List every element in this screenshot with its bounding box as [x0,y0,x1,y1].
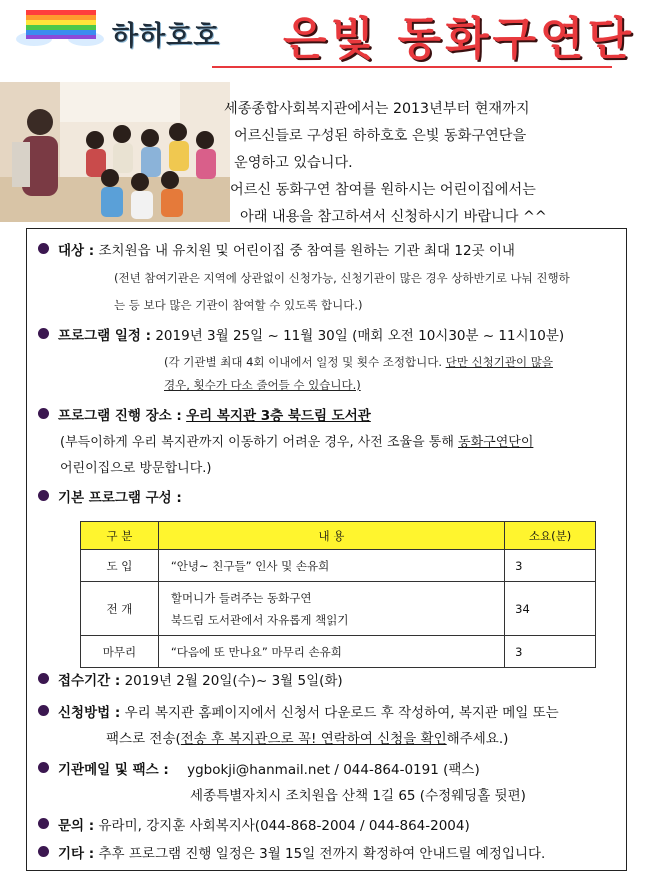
table-cell [158,582,504,636]
table-row [81,582,596,636]
table-row [81,550,596,582]
venue-note-text: (부득이하게 우리 복지관까지 이동하기 어려운 경우, 사전 조율을 통해 [60,435,459,450]
schedule-note [164,354,553,370]
venue-note [60,431,533,450]
table-header: 구 분 [81,522,159,550]
title-underline [212,66,612,68]
etc-row [58,842,545,862]
target-label: 대상 : [58,243,95,259]
method-label: 신청방법 : [58,705,121,721]
etc-text: 추후 프로그램 진행 일정은 3월 15일 전까지 확정하여 안내드릴 예정입니다. [98,846,546,862]
rainbow-icon [14,6,106,46]
contact-address: 세종특별자치시 조치원읍 산책 1길 65 (수정웨딩홀 뒷편) [190,788,526,804]
intro-line: 운영하고 있습니다. [234,155,353,171]
intro-line: 아래 내용을 참고하셔서 신청하시기 바랍니다 ^^ [240,209,547,225]
table-cell: 3 [505,550,596,582]
target-note: 는 등 보다 많은 기관이 참여할 수 있도록 합니다.) [114,298,363,312]
contact-text: ygbokji@hanmail.net / 044-864-0191 (팩스) [187,762,480,778]
table-cell: 3 [505,636,596,668]
bullet-icon [38,762,49,773]
table-header: 소요(분) [505,522,596,550]
composition-label: 기본 프로그램 구성 : [58,490,182,506]
method-text: 우리 복지관 홈페이지에서 신청서 다운로드 후 작성하여, 복지관 메일 또는 [124,705,559,721]
schedule-row [58,324,564,344]
intro-line: 어르신 동화구연 참여를 원하시는 어린이집에서는 [230,182,536,198]
bullet-icon [38,243,49,254]
table-cell: “다음에 또 만나요” 마무리 손유희 [158,636,504,668]
bullet-icon [38,818,49,829]
inquiry-text: 유라미, 강지훈 사회복지사(044-868-2004 / 044-864-2004) [98,818,470,834]
target-row [58,239,515,259]
storytelling-photo [0,82,230,222]
inquiry-label: 문의 : [58,818,95,834]
bullet-icon [38,408,49,419]
method-note-underlined: 전송 후 복지관으로 꼭! 연락하여 신청을 확인 [180,731,447,747]
bullet-icon [38,846,49,857]
intro-line: 세종종합사회복지관에서는 2013년부터 현재까지 [224,101,530,117]
brand-name: 하하호호 [112,21,221,52]
venue-note: 어린이집으로 방문합니다.) [60,461,212,476]
venue-note-underlined: 동화구연단이 [458,435,534,450]
contact-label: 기관메일 및 팩스 : [58,762,169,778]
method-note-text: 해주세요.) [446,731,509,747]
program-table [80,521,596,668]
schedule-text: 2019년 3월 25일 ~ 11월 30일 (매회 오전 10시30분 ~ 11시10분) [155,328,565,344]
table-cell-line: 북드림 도서관에서 자유롭게 책읽기 [170,612,349,627]
intro-line: 어르신들로 구성된 하하호호 은빛 동화구연단을 [234,128,527,144]
table-cell: 마무리 [81,636,159,668]
venue-text: 우리 복지관 3층 북드림 도서관 [186,408,371,424]
method-note [106,727,508,747]
table-row [81,636,596,668]
schedule-note-underlined: 단만 신청기관이 많을 [445,355,553,369]
table-cell: 도 입 [81,550,159,582]
period-row [58,669,343,689]
bullet-icon [38,328,49,339]
target-text: 조치원읍 내 유치원 및 어린이집 중 참여를 원하는 기관 최대 12곳 이내 [98,243,515,259]
bullet-icon [38,490,49,501]
page-title: 은빛 동화구연단 [283,12,635,65]
schedule-note: 경우, 횟수가 다소 줄어들 수 있습니다.) [164,378,361,392]
table-cell: 34 [505,582,596,636]
period-label: 접수기간 : [58,673,121,689]
period-text: 2019년 2월 20일(수)~ 3월 5일(화) [124,673,343,689]
intro-text [218,96,638,231]
table-cell: 전 개 [81,582,159,636]
target-note: (전년 참여기관은 지역에 상관없이 신청가능, 신청기관이 많은 경우 상하반기로 나눠 진행하 [114,271,570,285]
composition-row [58,486,182,506]
table-header: 내 용 [158,522,504,550]
method-row [58,701,559,721]
venue-label: 프로그램 진행 장소 : [58,408,182,424]
schedule-note-text: (각 기관별 최대 4회 이내에서 일정 및 횟수 조정합니다. [164,355,446,369]
etc-label: 기타 : [58,846,95,862]
inquiry-row [58,814,470,834]
method-note-text: 팩스로 전송( [106,731,181,747]
table-header-row [81,522,596,550]
venue-row [58,404,371,424]
schedule-label: 프로그램 일정 : [58,328,152,344]
header [0,0,647,225]
bullet-icon [38,673,49,684]
table-cell: “안녕~ 친구들” 인사 및 손유희 [158,550,504,582]
contact-row [58,758,480,778]
bullet-icon [38,705,49,716]
table-cell-line: 할머니가 들려주는 동화구연 [170,590,312,605]
